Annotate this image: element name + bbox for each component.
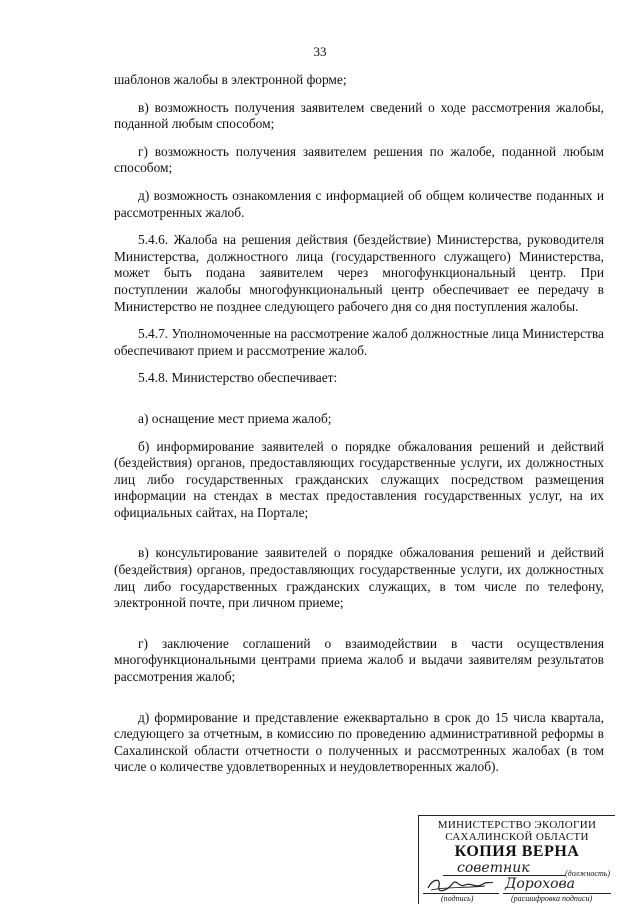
stamp-copy-verified: КОПИЯ ВЕРНА	[454, 843, 580, 860]
stamp-position-handwritten: советник	[457, 860, 530, 876]
paragraph: шаблонов жалобы в электронной форме;	[114, 72, 347, 87]
paragraph: г) возможность получения заявителем решения по жалобе, поданной любым способом;	[114, 143, 604, 176]
stamp-name-handwritten: Дорохова	[505, 876, 576, 892]
paragraph: 5.4.7. Уполномоченные на рассмотрение жалоб должностные лица Министерства обеспечивают прием и рассмотрение жалоб.	[114, 326, 604, 358]
paragraph: а) оснащение мест приема жалоб;	[138, 410, 332, 426]
certification-stamp	[418, 815, 615, 904]
stamp-ministry-line: МИНИСТЕРСТВО ЭКОЛОГИИ	[437, 819, 597, 831]
paragraph: г) заключение соглашений о взаимодействии в части осуществления многофункциональными центрами приема жалоб и выдачи заявителям результатов рассмотрения жалоб;	[114, 635, 604, 685]
position-caption: (должность)	[565, 869, 611, 878]
paragraph: 5.4.8. Министерство обеспечивает:	[138, 370, 338, 386]
paragraph: 5.4.6. Жалоба на решения действия (бездействие) Министерства, руководителя Министерства, должностного лица (государственного служащего) Министерства, может быть подана заявителем через многофункциональный центр. При поступлении жалобы многофункциональный центр обеспечивает ее передачу в Министерство не позднее следующего рабочего дня со дня поступления жалобы.	[114, 232, 604, 314]
paragraph: д) формирование и представление ежеквартально в срок до 15 числа квартала, следующего за отчетным, в комиссию по проведению административной реформы в Сахалинской области отчетности о полученных и рассмотренных жалобах (в том числе о количестве удовлетворенных и неудовлетворенных жалоб).	[114, 709, 604, 775]
paragraph: в) консультирование заявителей о порядке обжалования решений и действий (бездействия) органов, предоставляющих государственные услуги, их должностных лиц либо государственных гражданских служащих, в том числе по телефону, электронной почте, при личном приеме;	[114, 545, 604, 611]
page-number: 33	[313, 44, 327, 59]
name-caption: (расшифровка подписи)	[511, 894, 593, 903]
signature-caption: (подпись)	[441, 894, 474, 903]
stamp-region-line: САХАЛИНСКОЙ ОБЛАСТИ	[445, 831, 589, 843]
handwritten-signature	[425, 876, 495, 894]
paragraph: в) возможность получения заявителем сведений о ходе рассмотрения жалобы, поданной любым способом;	[114, 99, 604, 132]
paragraph: б) информирование заявителей о порядке обжалования решений и действий (бездействия) органов, предоставляющих государственные услуги, их должностных лиц либо государственных гражданских служащих посредством размещения информации на стендах в местах предоставления государственных услуг, на их официальных сайтах, на Портале;	[114, 438, 604, 520]
document-body	[114, 72, 604, 787]
paragraph: д) возможность ознакомления с информацией об общем количестве поданных и рассмотренных жалоб.	[114, 187, 604, 220]
